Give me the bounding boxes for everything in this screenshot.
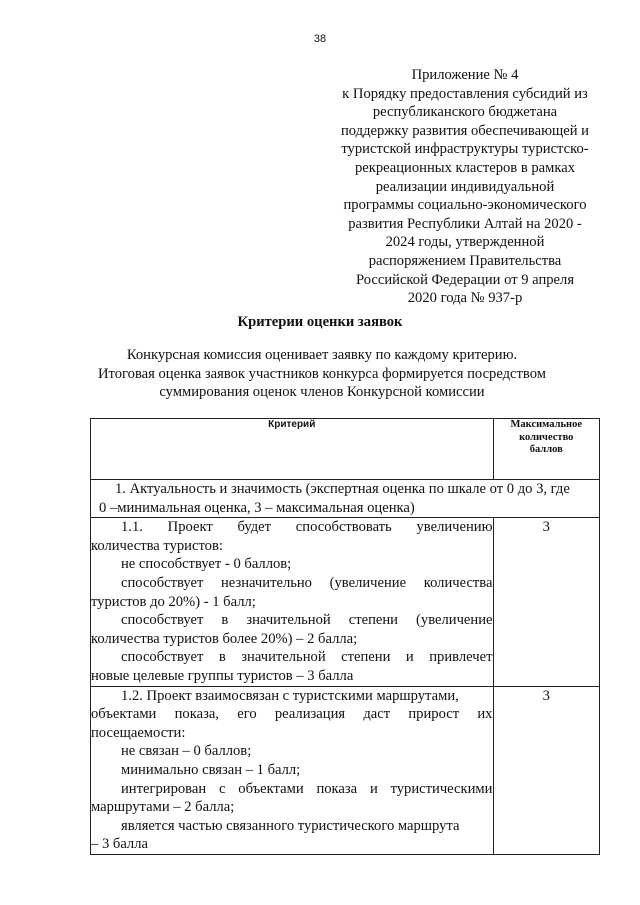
table-row xyxy=(91,686,600,854)
max-score-cell: 3 xyxy=(493,518,600,686)
criterion-title-line xyxy=(91,705,493,724)
appendix-line: развития Республики Алтай на 2020 - xyxy=(348,215,582,232)
word: туристическими xyxy=(390,780,493,797)
criterion-option: не связан – 0 баллов; xyxy=(121,743,252,760)
word: интегрирован xyxy=(121,780,207,797)
criterion-option-cont: маршрутами – 2 балла; xyxy=(91,799,235,816)
criterion-title-cont: посещаемости: xyxy=(91,724,186,741)
word: (увеличение xyxy=(416,612,493,629)
word: объектами xyxy=(238,780,304,797)
appendix-line: 2024 годы, утвержденной xyxy=(385,234,545,251)
word: его xyxy=(237,706,257,723)
appendix-line: поддержку развития обеспечивающей и xyxy=(341,122,589,139)
criterion-option-cont: новые целевые группы туристов – 3 балла xyxy=(91,667,354,684)
table-row xyxy=(91,518,600,686)
group-heading xyxy=(91,480,600,518)
word: способствует xyxy=(121,649,204,666)
word: увеличению xyxy=(416,519,493,536)
header-max-score xyxy=(493,419,600,480)
appendix-line: реализации индивидуальной xyxy=(375,178,555,195)
word: незначительно xyxy=(221,574,312,591)
intro-line: суммирования оценок членов Конкурсной комиссии xyxy=(159,384,485,401)
word: способствует xyxy=(121,612,204,629)
criterion-option: минимально связан – 1 балл; xyxy=(121,761,301,778)
word: значительной xyxy=(241,649,326,666)
appendix-line: 2020 года № 937-р xyxy=(407,290,523,307)
word: объектами xyxy=(91,706,157,723)
appendix-line: туристской инфраструктуры туристско- xyxy=(341,141,589,158)
appendix-line: программы социально-экономического xyxy=(343,197,587,214)
criterion-title-cont: количества туристов: xyxy=(91,537,223,554)
criterion-option xyxy=(91,611,493,630)
max-score-cell: 3 xyxy=(493,686,600,854)
word: и xyxy=(405,649,414,666)
word: в xyxy=(218,649,226,666)
criterion-cell xyxy=(91,686,494,854)
intro-line: Итоговая оценка заявок участников конкурса формируется посредством xyxy=(98,365,546,382)
word: значительной xyxy=(246,612,331,629)
word: степени xyxy=(348,612,398,629)
word: Проект xyxy=(167,519,213,536)
group-heading-line: 1. Актуальность и значимость (экспертная оценка по шкале от 0 до 3, где xyxy=(115,481,570,497)
word: с xyxy=(218,780,226,797)
word: в xyxy=(221,612,229,629)
header-max-score-line: количество xyxy=(519,431,574,443)
word: количества xyxy=(423,574,493,591)
page-number: 38 xyxy=(313,33,327,45)
criterion-title-line: 1.2. Проект взаимосвязан с туристскими маршрутами, xyxy=(121,687,459,704)
appendix-line: рекреационных кластеров в рамках xyxy=(354,159,576,176)
document-title: Критерии оценки заявок xyxy=(237,314,403,330)
word: прирост xyxy=(408,706,460,723)
word: 1.1. xyxy=(121,519,143,536)
word: их xyxy=(477,706,493,723)
word: реализация xyxy=(274,706,346,723)
appendix-line: Российской Федерации от 9 апреля xyxy=(355,271,575,288)
criterion-option: не способствует - 0 баллов; xyxy=(121,556,292,573)
appendix-line: республиканского бюджетана xyxy=(372,104,558,121)
criterion-cell xyxy=(91,518,494,686)
group-heading-line: 0 –минимальная оценка, 3 – максимальная оценка) xyxy=(99,499,415,516)
criterion-option xyxy=(91,780,493,799)
appendix-line: Приложение № 4 xyxy=(411,67,519,83)
criterion-option xyxy=(91,574,493,593)
criterion-option xyxy=(91,648,493,667)
word: привлечет xyxy=(429,649,493,666)
header-max-score-line: баллов xyxy=(529,444,563,455)
word: способствует xyxy=(121,574,204,591)
appendix-line: к Порядку предоставления субсидий из xyxy=(342,85,588,102)
word: даст xyxy=(363,706,391,723)
header-max-score-line: Максимальное xyxy=(510,419,582,430)
word: степени xyxy=(341,649,391,666)
group-row xyxy=(91,480,600,518)
criterion-option-cont: количества туристов более 20%) – 2 балла; xyxy=(91,630,358,647)
criterion-title-line xyxy=(91,518,493,537)
criterion-option: является частью связанного туристического маршрута xyxy=(121,817,460,834)
intro-paragraph xyxy=(90,346,554,402)
table-header-row xyxy=(91,419,600,480)
criterion-option-cont: – 3 балла xyxy=(91,836,148,853)
intro-line: Конкурсная комиссия оценивает заявку по каждому критерию. xyxy=(126,347,518,363)
word: (увеличение xyxy=(329,574,407,591)
word: и xyxy=(369,780,378,797)
word: будет xyxy=(237,519,272,536)
criterion-option-cont: туристов до 20%) - 1 балл; xyxy=(91,593,256,610)
word: способствовать xyxy=(295,519,392,536)
appendix-line: распоряжением Правительства xyxy=(368,252,562,269)
word: показа xyxy=(316,780,358,797)
criteria-table xyxy=(90,418,600,855)
word: показа, xyxy=(174,706,219,723)
header-criterion: Критерий xyxy=(91,419,494,480)
appendix-header xyxy=(324,66,606,308)
